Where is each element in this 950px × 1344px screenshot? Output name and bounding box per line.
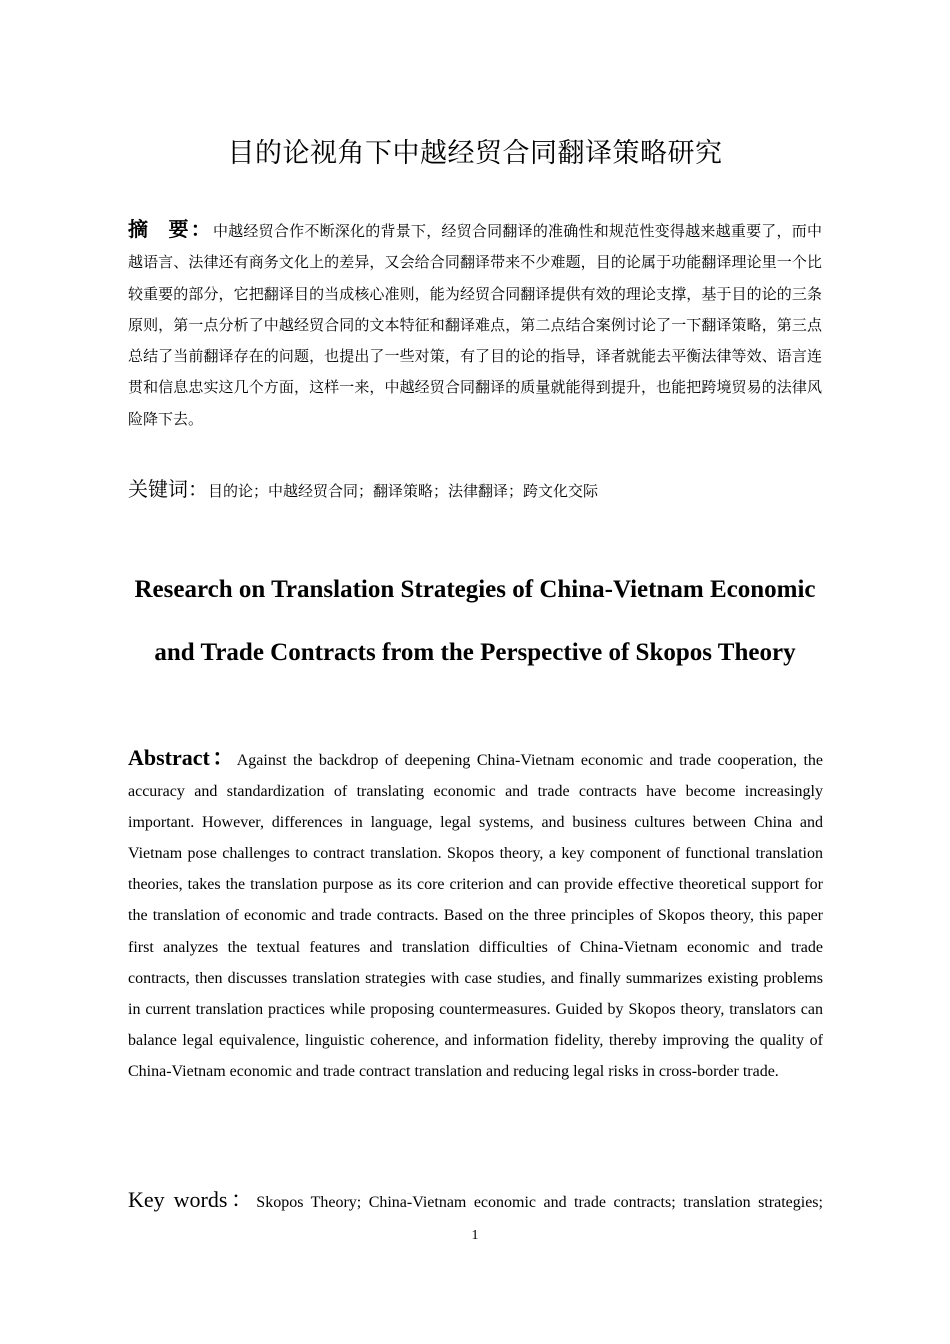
english-abstract [128, 742, 823, 1087]
chinese-abstract-label [128, 217, 213, 241]
english-keywords-text: Skopos Theory; China-Vietnam economic and trade contracts; translation strategies; [256, 1194, 823, 1211]
chinese-abstract [128, 214, 822, 435]
english-abstract-label: Abstract： [128, 745, 237, 770]
english-title-line-1: Research on Translation Strategies of China-Vietnam Economic [134, 576, 816, 603]
chinese-abstract-label-first: 摘 [128, 217, 151, 241]
page-number: 1 [471, 1228, 479, 1243]
english-keywords [128, 1184, 823, 1218]
english-keywords-label: Key words： [128, 1187, 257, 1212]
chinese-abstract-text: 中越经贸合作不断深化的背景下，经贸合同翻译的准确性和规范性变得越来越重要了，而中越语言、法律还有商务文化上的差异，又会给合同翻译带来不少难题，目的论属于功能翻译理论里一个比较重要的部分，它把翻译目的当成核心准则，能为经贸合同翻译提供有效的理论支撑，基于目的论的三条原则，第一点分析了中越经贸合同的文本特征和翻译难点，第二点结合案例讨论了一下翻译策略，第三点总结了当前翻译存在的问题，也提出了一些对策，有了目的论的指导，译者就能去平衡法律等效、语言连贯和信息忠实这几个方面，这样一来，中越经贸合同翻译的质量就能得到提升，也能把跨境贸易的法律风险降下去。 [128, 222, 822, 428]
chinese-keywords-text: 目的论；中越经贸合同；翻译策略；法律翻译；跨文化交际 [208, 482, 599, 500]
english-abstract-text: Against the backdrop of deepening China-Vietnam economic and trade cooperation, the accuracy and standardization of translating economic and trade contracts have become increasingly important. However, differences in language, legal systems, and business cultures between China and Vietnam pose challenges to contract translation. Skopos theory, a key component of functional translation theories, takes the translation purpose as its core criterion and can provide effective theoretical support for the translation of economic and trade contracts. Based on the three principles of Skopos theory, this paper first analyzes the textual features and translation difficulties of China-Vietnam economic and trade contracts, then discusses translation strategies with case studies, and finally summarizes existing problems in current translation practices while proposing countermeasures. Guided by Skopos theory, translators can balance legal equivalence, linguistic coherence, and information fidelity, thereby improving the quality of China-Vietnam economic and trade contract translation and reducing legal risks in cross-border trade. [128, 752, 823, 1080]
chinese-keywords-label: 关键词： [128, 477, 208, 501]
chinese-title: 目的论视角下中越经贸合同翻译策略研究 [227, 138, 723, 169]
chinese-keywords [128, 474, 822, 506]
chinese-abstract-label-second: 要： [168, 217, 213, 241]
english-title [110, 558, 840, 684]
english-title-line-2: and Trade Contracts from the Perspective of Skopos Theory [154, 639, 796, 666]
